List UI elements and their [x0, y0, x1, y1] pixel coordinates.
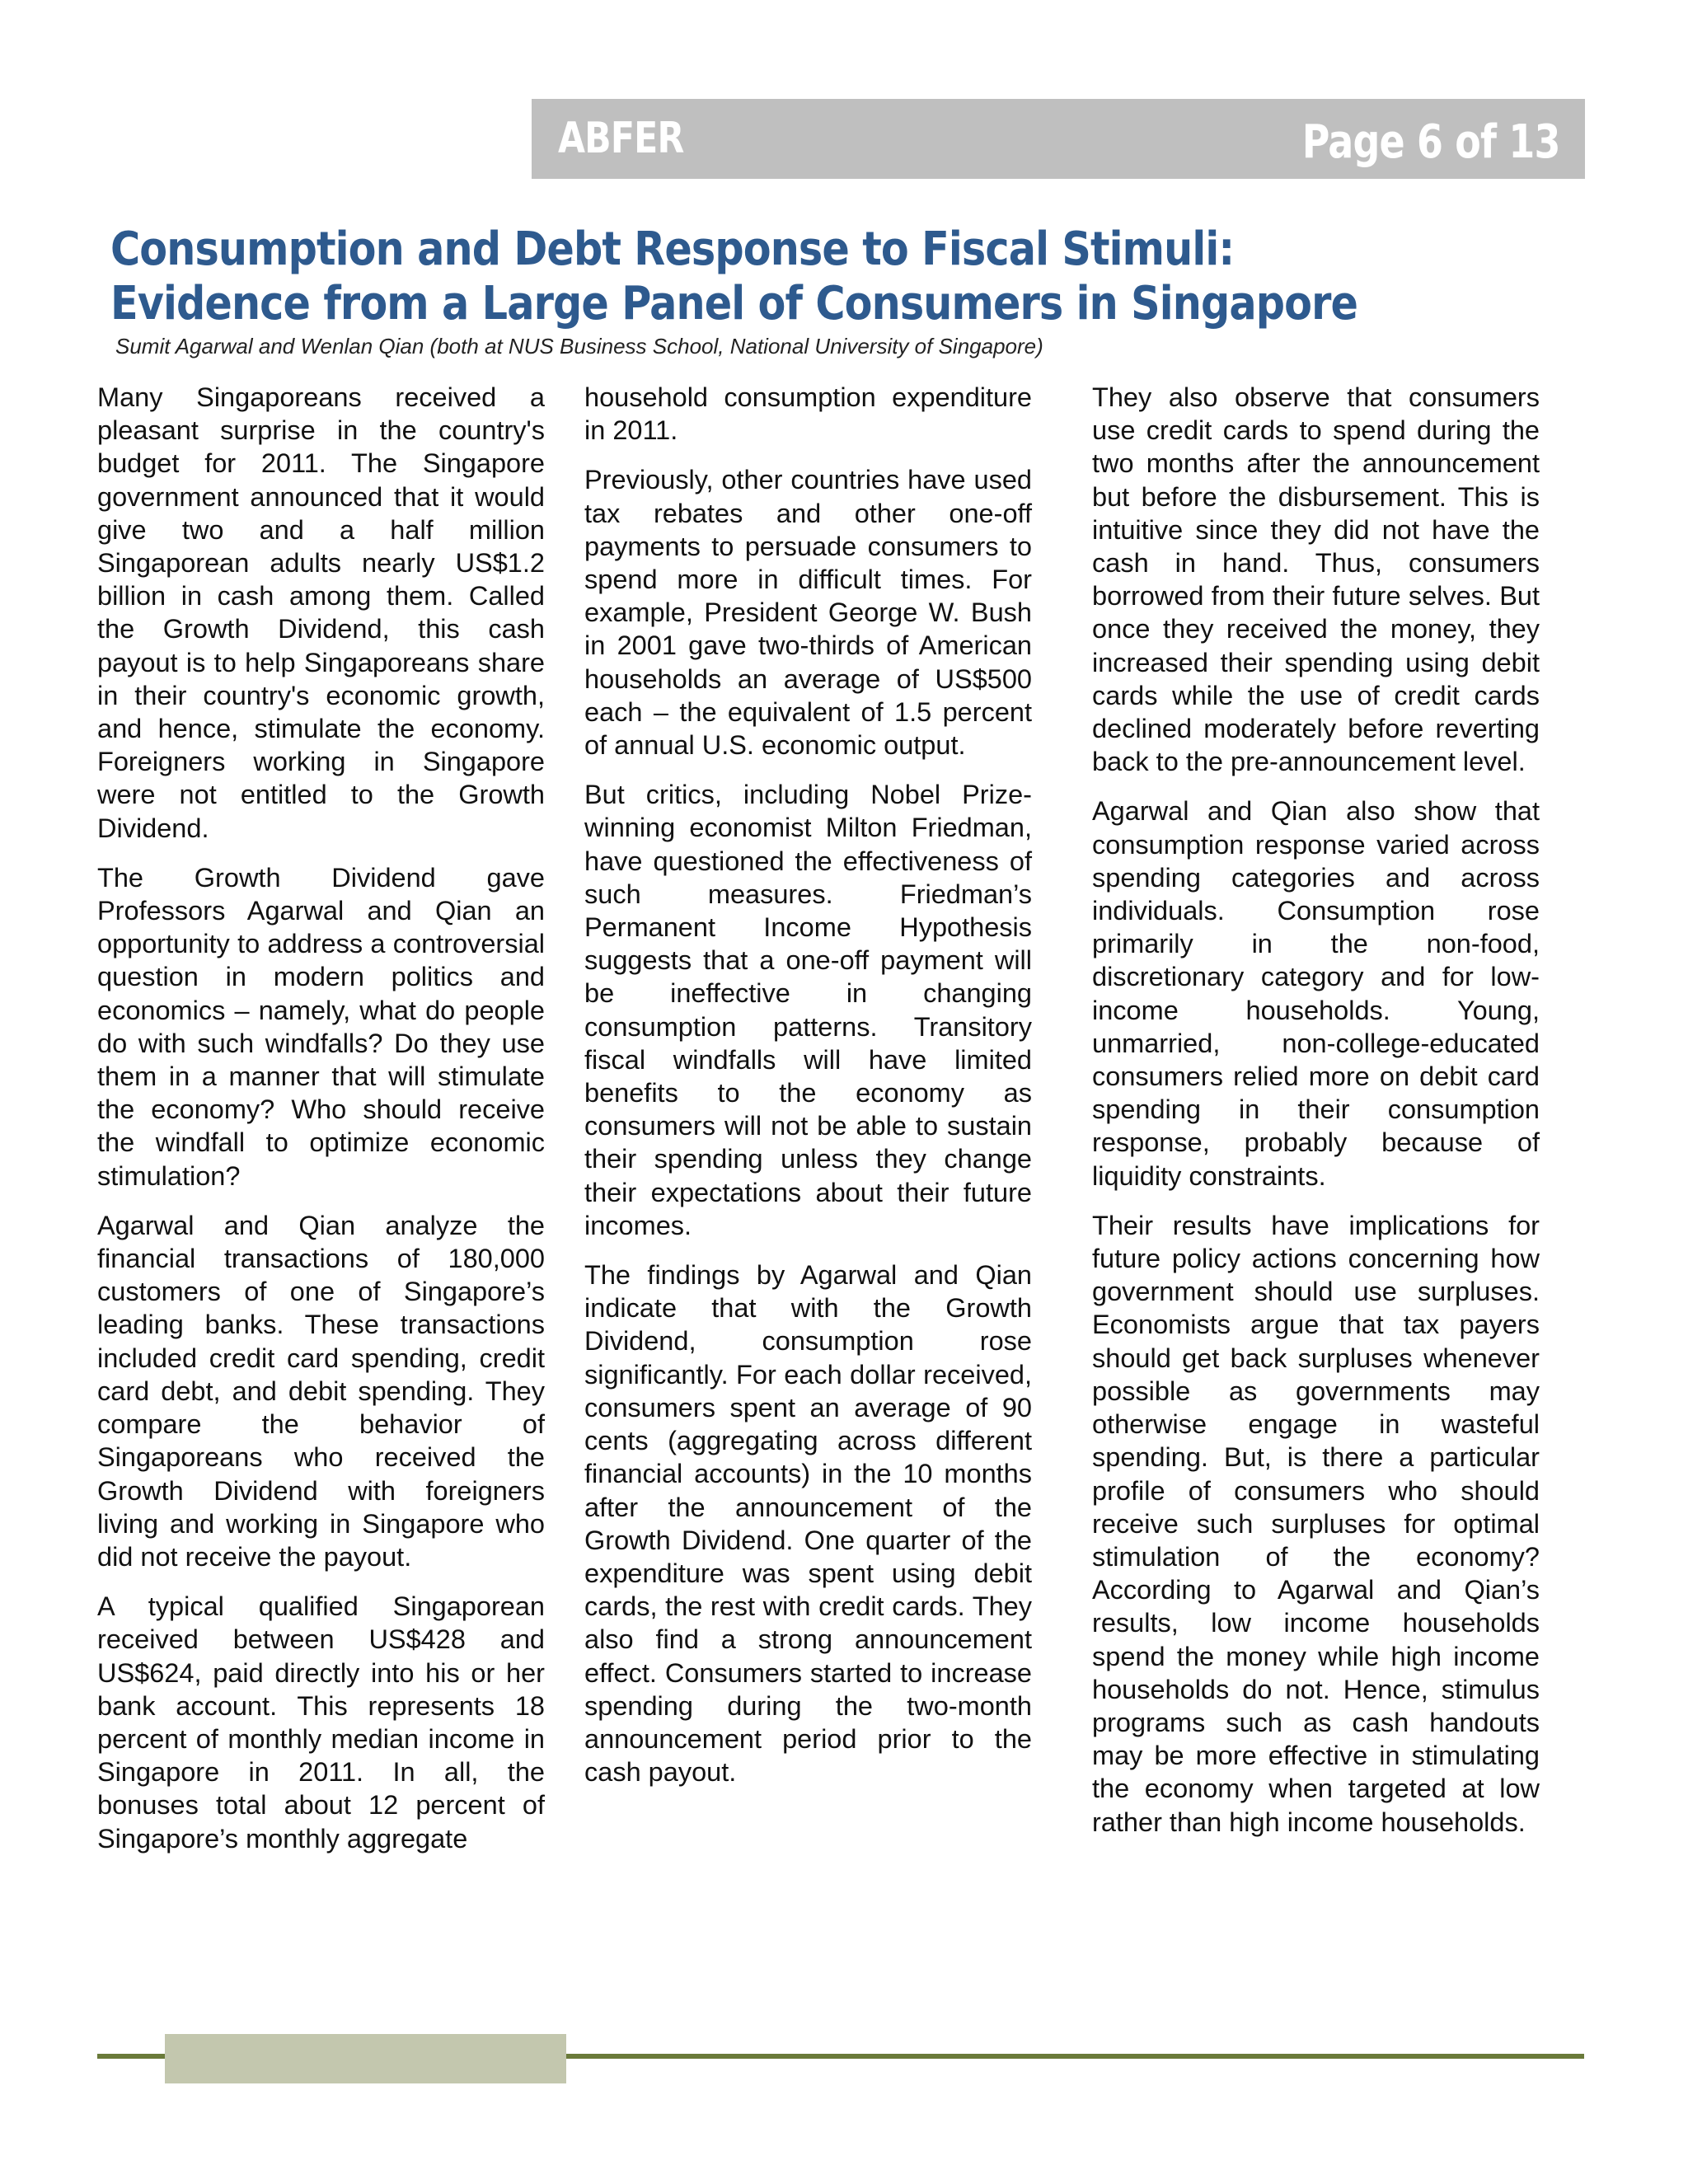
footer-accent-block: [165, 2034, 566, 2083]
paragraph: The Growth Dividend gave Professors Agarwal and Qian an opportunity to address a controversial question in modern politics and economics – namely, what do people do with such windfalls? Do they use them in a manner that will stimulate the economy? Who should receive the windfall to optimize economic stimulation?: [97, 862, 545, 1191]
text-column-3: [1092, 381, 1540, 1855]
page-header-bar: [532, 99, 1585, 179]
paragraph: The findings by Agarwal and Qian indicate that with the Growth Dividend, consumption rose significantly. For each dollar received, consumers spent an average of 90 cents (aggregating across different financial accounts) in the 10 months after the announcement of the Growth Dividend. One quarter of the expenditure was spent using debit cards, the rest with credit cards. They also find a strong announcement effect. Consumers started to increase spending during the two-month announcement period prior to the cash payout.: [584, 1260, 1032, 1788]
page-number: Page 6 of 13: [1302, 115, 1560, 169]
paragraph: household consumption expenditure in 2011.: [584, 382, 1032, 446]
paragraph: Many Singaporeans received a pleasant surprise in the country's budget for 2011. The Singapore government announced that it would give two and a half million Singaporean adults nearly US$1.2 billion in cash among them. Called the Growth Dividend, this cash payout is to help Singaporeans share in their country's economic growth, and hence, stimulate the economy. Foreigners working in Singapore were not entitled to the Growth Dividend.: [97, 382, 545, 843]
paragraph: Their results have implications for future policy actions concerning how government should use surpluses. Economists argue that tax payers should get back surpluses whenever possible as governments may otherwise engage in wasteful spending. But, is there a particular profile of consumers who should receive such surpluses for optimal stimulation of the economy? According to Agarwal and Qian’s results, low income households spend the money while high income households do not. Hence, stimulus programs such as cash handouts may be more effective in stimulating the economy when targeted at low rather than high income households.: [1092, 1210, 1540, 1837]
publisher-label: ABFER: [558, 114, 684, 163]
article-authors: Sumit Agarwal and Wenlan Qian (both at NUS Business School, National University of Singapore): [115, 334, 1043, 359]
paragraph: But critics, including Nobel Prize-winning economist Milton Friedman, have questioned the effectiveness of such measures. Friedman’s Permanent Income Hypothesis suggests that a one-off payment will be ineffective in changing consumption patterns. Transitory fiscal windfalls will have limited benefits to the economy as consumers will not be able to sustain their spending unless they change their expectations about their future incomes.: [584, 780, 1032, 1240]
paragraph: A typical qualified Singaporean received between US$428 and US$624, paid directly into his or her bank account. This represents 18 percent of monthly median income in Singapore in 2011. In all, the bonuses total about 12 percent of Singapore’s monthly aggregate: [97, 1591, 545, 1854]
paragraph: Agarwal and Qian also show that consumption response varied across spending categories and across individuals. Consumption rose primarily in the non-food, discretionary category and for low-income households. Young, unmarried, non-college-educated consumers relied more on debit card spending in their consumption response, probably because of liquidity constraints.: [1092, 796, 1540, 1191]
text-column-2: [584, 381, 1032, 1805]
paragraph: Previously, other countries have used tax rebates and other one-off payments to persuade consumers to spend more in difficult times. For example, President George W. Bush in 2001 gave two-thirds of American households an average of US$500 each – the equivalent of 1.5 percent of annual U.S. economic output.: [584, 465, 1032, 761]
article-title: Consumption and Debt Response to Fiscal Stimuli: Evidence from a Large Panel of Consumers in Singapore: [110, 223, 1358, 330]
text-column-1: [97, 381, 545, 1872]
paragraph: They also observe that consumers use credit cards to spend during the two months after the announcement but before the disbursement. This is intuitive since they did not have the cash in hand. Thus, consumers borrowed from their future selves. But once they received the money, they increased their spending using debit cards while the use of credit cards declined moderately before reverting back to the pre-announcement level.: [1092, 382, 1540, 777]
paragraph: Agarwal and Qian analyze the financial transactions of 180,000 customers of one of Singapore’s leading banks. These transactions included credit card spending, credit card debt, and debit spending. They compare the behavior of Singaporeans who received the Growth Dividend with foreigners living and working in Singapore who did not receive the payout.: [97, 1210, 545, 1572]
